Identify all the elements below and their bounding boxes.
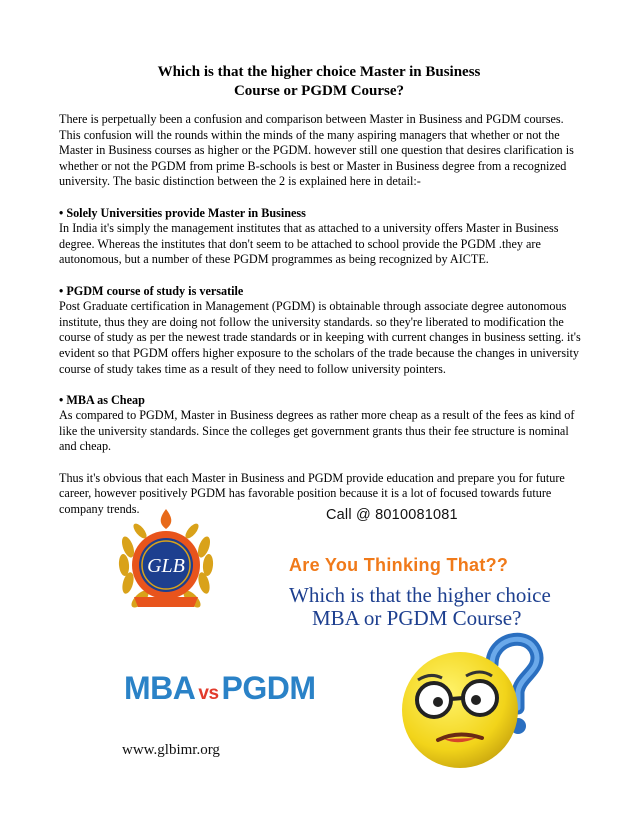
conclusion-paragraph: Thus it's obvious that each Master in Business and PGDM provide education and prepare you for future career, however positively PGDM has favorable position because it is a lot of focused towards future company trends. [59,470,565,516]
title-line-1: Which is that the higher choice Master in Business [157,64,481,80]
mba-vs-pgdm-banner [124,670,316,712]
section-text: Post Graduate certification in Management (PGDM) is obtainable through associate degree autonomous institute, thus they are doing not follow the university standards. so they're liberated to modification the course of study as per the newest trade standards or in keeping with current changes in business setting. it's evident so that PGDM offers higher exposure to the scholars of the trade because the changes in university course of study takes time as a result of they need to follow university pointers. [59,299,581,376]
section-mba-cheap [59,393,583,455]
mba-label: MBA [124,670,196,706]
section-heading: • Solely Universities provide Master in Business [59,205,306,220]
section-heading: • PGDM course of study is versatile [59,283,244,298]
confused-smiley-icon [396,618,548,778]
ad-headline: Are You Thinking That?? [289,555,509,575]
document-body [59,112,583,533]
pgdm-label: PGDM [221,670,316,706]
document-title [80,63,558,101]
section-text: In India it's simply the management institutes that as attached to a university offers Master in Business degree. Whereas the institutes that don't seem to be attached to school provide the PGDM .they are autonomous, but a number of these PGDM programmes as being recognized by AICTE. [59,221,559,267]
ad-question-line-2: MBA or PGDM Course? [312,606,522,630]
svg-text:GLB: GLB [147,555,185,577]
vs-label: vs [198,683,219,704]
section-text: As compared to PGDM, Master in Business degrees as rather more cheap as a result of the fees as kind of like the university standards. Since the colleges get government grants thus their fee structure is nominal and cheap. [59,408,575,454]
section-pgdm-versatile [59,284,583,378]
call-number: Call @ 8010081081 [326,507,458,523]
college-emblem-icon [114,507,218,617]
ad-question-line-1: Which is that the higher choice [289,583,551,607]
intro-paragraph: There is perpetually been a confusion and comparison between Master in Business and PGDM courses. This confusion will the rounds within the minds of the many aspiring managers that whether or not the Master in Business courses as higher or the PGDM. however still one question that desires clarification is whether or not the PGDM from prime B-schools is best or Master in Business degree from a recognized university. The basic distinction between the 2 is explained here in detail:- [59,112,574,189]
section-universities [59,206,583,268]
section-heading: • MBA as Cheap [59,392,145,407]
title-line-2: Course or PGDM Course? [233,83,405,99]
website-url: www.glbimr.org [122,742,220,758]
